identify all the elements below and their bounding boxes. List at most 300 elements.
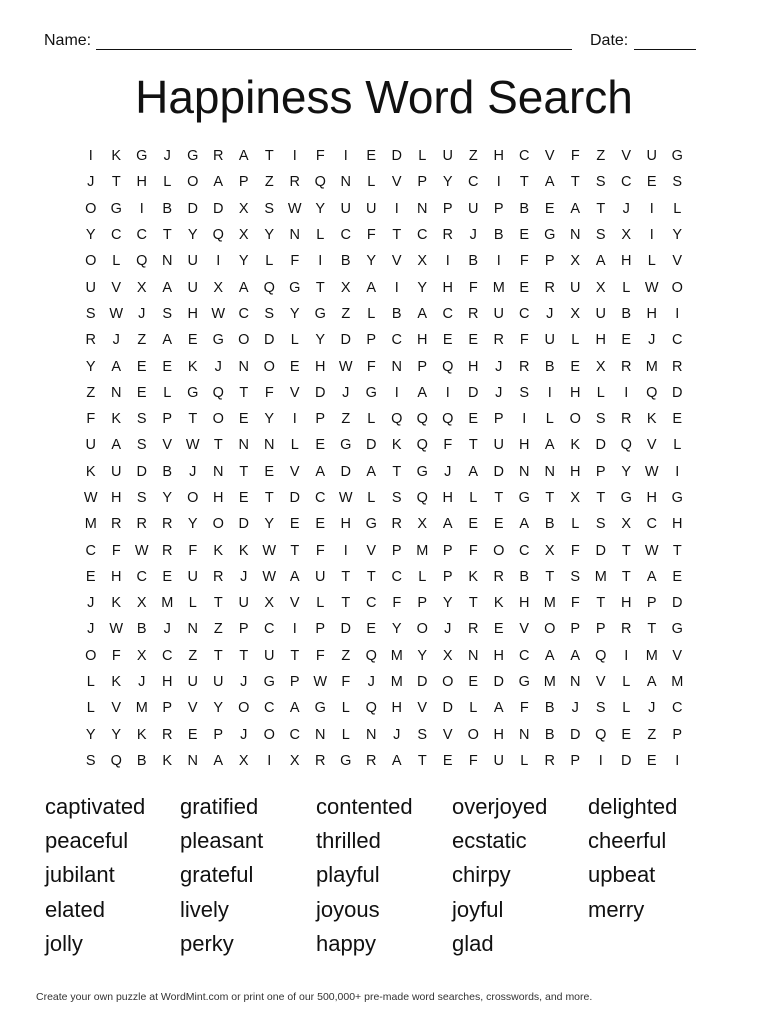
grid-letter: F [290,253,300,270]
grid-letter: T [188,411,198,428]
grid-letter: U [493,752,504,769]
grid-letter: I [496,174,501,191]
grid-letter: H [646,490,657,506]
grid-letter: N [417,200,428,217]
grid-letter: Q [595,647,607,664]
grid-letter: A [595,253,606,270]
grid-letter: D [264,332,275,349]
grid-letter: I [675,752,680,769]
grid-letter: L [316,227,325,244]
grid-letter: D [289,490,300,506]
grid-letter: N [238,437,249,454]
grid-letter: U [340,200,351,217]
grid-letter: Y [85,227,96,244]
grid-letter: K [238,542,249,559]
grid-letter: K [111,674,122,691]
grid-letter: P [162,700,173,717]
grid-letter: C [111,227,122,244]
word-bank-item: lively [180,896,229,922]
grid-letter: P [391,542,402,559]
grid-letter: R [468,621,479,638]
grid-letter: L [418,148,427,165]
grid-letter: G [110,200,122,217]
grid-letter: R [493,332,504,349]
grid-letter: P [672,726,683,743]
grid-letter: T [341,568,351,585]
grid-row [78,695,690,721]
grid-letter: O [416,621,428,638]
grid-letter: A [238,148,249,165]
grid-letter: O [569,411,581,428]
grid-letter: N [366,726,377,743]
grid-letter: X [442,647,453,664]
grid-letter: W [185,437,200,454]
grid-letter: V [162,437,173,454]
grid-letter: H [493,726,504,743]
grid-letter: D [672,384,683,401]
grid-letter: G [671,490,683,506]
grid-letter: Q [212,384,224,401]
grid-letter: U [493,437,504,454]
grid-letter: Y [264,516,275,533]
grid-letter: C [391,332,402,349]
grid-row [78,169,690,195]
grid-letter: L [520,752,529,769]
grid-letter: E [162,358,173,375]
grid-letter: F [86,411,96,428]
grid-letter: J [240,674,248,691]
grid-letter: L [622,279,631,296]
grid-letter: P [493,411,504,428]
grid-letter: E [264,463,275,480]
grid-letter: O [544,621,556,638]
grid-letter: R [672,358,683,375]
grid-letter: R [493,568,504,585]
grid-letter: F [111,647,121,664]
grid-letter: J [469,227,477,244]
grid-letter: K [468,568,479,585]
grid-letter: V [417,700,428,717]
grid-letter: T [239,463,249,480]
grid-letter: E [672,568,683,585]
grid-letter: D [340,621,351,638]
grid-row [78,537,690,563]
word-bank-item: captivated [45,794,146,819]
grid-letter: W [211,305,226,322]
grid-letter: R [213,148,224,165]
grid-letter: U [544,332,555,349]
grid-letter: R [85,332,96,349]
grid-letter: F [315,542,325,559]
grid-letter: S [162,305,173,322]
grid-letter: T [621,542,631,559]
grid-letter: X [570,253,581,270]
grid-letter: G [212,332,224,349]
grid-letter: Y [621,463,632,480]
grid-letter: O [263,358,275,375]
grid-letter: L [163,174,172,191]
grid-letter: I [88,148,93,165]
grid-letter: J [189,463,197,480]
grid-letter: B [621,305,632,322]
grid-letter: O [238,700,250,717]
grid-letter: X [417,253,428,270]
grid-letter: F [443,437,453,454]
grid-letter: J [87,174,95,191]
grid-letter: H [519,595,530,612]
grid-letter: B [519,200,530,217]
grid-letter: J [138,674,146,691]
grid-letter: D [442,700,453,717]
grid-letter: W [109,621,124,638]
grid-letter: T [596,200,606,217]
word-bank-item: gratified [180,794,259,819]
word-bank-item: playful [316,862,380,888]
grid-letter: G [187,148,199,165]
grid-letter: X [595,358,606,375]
grid-letter: N [238,358,249,375]
grid-letter: N [544,463,555,480]
grid-letter: P [366,332,377,349]
grid-letter: O [263,726,275,743]
grid-letter: F [264,384,274,401]
grid-letter: I [675,463,680,480]
grid-letter: P [570,752,581,769]
grid-letter: D [187,200,198,217]
grid-letter: V [289,384,300,401]
grid-letter: A [213,752,224,769]
grid-row [78,590,690,616]
grid-letter: S [85,752,96,769]
grid-letter: L [367,174,376,191]
grid-letter: V [366,542,377,559]
grid-letter: T [596,595,606,612]
grid-letter: U [85,437,96,454]
grid-letter: O [187,490,199,506]
grid-letter: T [111,174,121,191]
grid-row [78,722,690,748]
grid-letter: T [545,568,555,585]
grid-letter: L [571,332,580,349]
grid-letter: B [544,516,555,533]
grid-letter: W [109,305,124,322]
grid-letter: B [544,726,555,743]
grid-letter: F [366,227,376,244]
grid-letter: U [187,674,198,691]
grid-letter: A [519,516,530,533]
grid-letter: L [596,384,605,401]
grid-letter: P [289,674,300,691]
grid-letter: F [392,595,402,612]
grid-letter: X [570,490,581,506]
grid-letter: T [239,647,249,664]
grid-letter: Y [289,305,300,322]
grid-letter: J [648,700,656,717]
grid-letter: G [671,621,683,638]
grid-letter: Q [314,174,326,191]
grid-letter: X [238,227,249,244]
grid-letter: P [493,200,504,217]
grid-letter: I [394,279,399,296]
grid-letter: E [136,358,147,375]
grid-letter: M [594,568,607,585]
grid-row [78,380,690,406]
grid-letter: G [314,305,326,322]
word-bank-item: jubilant [45,862,115,888]
grid-letter: D [340,463,351,480]
grid-letter: R [136,516,147,533]
grid-letter: F [468,752,478,769]
grid-letter: F [570,595,580,612]
grid-letter: E [519,279,530,296]
grid-letter: L [622,700,631,717]
grid-letter: A [646,674,657,691]
grid-letter: W [338,358,353,375]
grid-letter: N [519,726,530,743]
grid-letter: A [417,384,428,401]
grid-letter: H [340,516,351,533]
grid-letter: I [292,411,297,428]
grid-letter: V [519,621,530,638]
grid-letter: S [595,411,606,428]
grid-letter: E [493,621,504,638]
grid-letter: J [444,463,452,480]
grid-letter: M [492,279,505,296]
grid-letter: F [519,700,529,717]
grid-letter: I [624,384,629,401]
grid-letter: I [445,253,450,270]
grid-letter: J [240,568,248,585]
grid-letter: Q [646,384,658,401]
grid-letter: N [570,674,581,691]
grid-letter: R [213,568,224,585]
grid-letter: X [136,595,147,612]
grid-letter: D [315,384,326,401]
grid-letter: G [518,490,530,506]
grid-letter: U [595,305,606,322]
grid-letter: X [340,279,351,296]
word-bank [45,790,725,961]
grid-letter: F [570,542,580,559]
word-bank-item: contented [316,794,413,819]
grid-letter: B [340,253,351,270]
grid-letter: R [544,279,555,296]
grid-letter: Y [417,279,428,296]
grid-letter: E [493,516,504,533]
grid-letter: U [213,674,224,691]
grid-letter: I [139,200,144,217]
grid-letter: V [621,148,632,165]
grid-letter: L [341,700,350,717]
grid-letter: Y [366,253,377,270]
grid-letter: S [136,437,147,454]
grid-letter: B [468,253,479,270]
grid-letter: F [519,332,529,349]
grid-letter: M [645,647,658,664]
grid-letter: G [671,148,683,165]
grid-letter: J [622,200,630,217]
grid-letter: J [393,726,401,743]
grid-letter: H [570,463,581,480]
grid-letter: D [238,516,249,533]
grid-letter: G [365,384,377,401]
word-bank-item: pleasant [180,828,264,854]
grid-letter: W [644,463,659,480]
grid-letter: R [468,305,479,322]
grid-letter: Q [416,437,428,454]
grid-letter: Q [442,358,454,375]
grid-letter: J [163,148,171,165]
grid-letter: Z [86,384,96,401]
word-bank-item: happy [316,930,376,956]
grid-letter: V [289,463,300,480]
grid-letter: U [85,279,96,296]
grid-letter: K [391,437,402,454]
grid-letter: H [519,437,530,454]
name-blank-line [96,49,572,50]
grid-letter: S [391,490,402,506]
grid-letter: E [570,358,581,375]
grid-row [78,406,690,432]
grid-row [78,643,690,669]
grid-row [78,748,690,774]
grid-letter: R [162,516,173,533]
grid-letter: J [163,621,171,638]
grid-letter: G [544,227,556,244]
grid-letter: L [341,726,350,743]
grid-letter: Q [442,411,454,428]
grid-letter: H [391,700,402,717]
grid-letter: D [595,542,606,559]
grid-letter: L [469,700,478,717]
grid-letter: S [417,726,428,743]
word-bank-item: elated [45,896,105,922]
grid-letter: R [442,227,453,244]
grid-letter: I [675,305,680,322]
grid-letter: I [318,253,323,270]
grid-letter: H [162,674,173,691]
grid-letter: K [85,463,96,480]
word-bank-item: grateful [180,862,254,888]
grid-letter: A [366,279,377,296]
grid-letter: R [289,174,300,191]
grid-letter: I [394,384,399,401]
grid-letter: P [162,411,173,428]
grid-letter: T [213,595,223,612]
grid-letter: W [134,542,149,559]
grid-letter: W [262,542,277,559]
grid-letter: W [338,490,353,506]
grid-letter: S [264,200,275,217]
grid-letter: J [138,305,146,322]
grid-letter: C [468,174,479,191]
grid-letter: Q [365,647,377,664]
grid-letter: G [518,674,530,691]
grid-letter: F [468,279,478,296]
grid-letter: W [287,200,302,217]
grid-letter: T [264,490,274,506]
grid-row [78,222,690,248]
grid-letter: A [391,752,402,769]
grid-letter: C [238,305,249,322]
grid-letter: T [596,490,606,506]
grid-letter: J [495,358,503,375]
grid-letter: O [85,200,97,217]
grid-letter: Z [647,726,657,743]
grid-letter: B [162,463,173,480]
grid-letter: F [188,542,198,559]
grid-letter: T [570,174,580,191]
grid-letter: M [645,358,658,375]
grid-letter: O [85,647,97,664]
grid-letter: C [519,305,530,322]
grid-letter: I [649,227,654,244]
grid-letter: Z [213,621,223,638]
grid-letter: W [644,542,659,559]
grid-letter: H [672,516,683,533]
grid-letter: I [496,253,501,270]
grid-letter: D [672,595,683,612]
grid-letter: E [315,437,326,454]
grid-letter: T [366,568,376,585]
grid-letter: C [621,174,632,191]
word-bank-item: perky [180,930,234,956]
grid-letter: V [672,253,683,270]
grid-letter: T [672,542,682,559]
grid-letter: J [367,674,375,691]
grid-letter: M [671,674,684,691]
grid-letter: A [315,463,326,480]
grid-letter: U [570,279,581,296]
grid-letter: A [213,174,224,191]
grid-letter: J [342,384,350,401]
grid-letter: Q [416,490,428,506]
grid-letter: I [624,647,629,664]
grid-letter: E [468,674,479,691]
grid-letter: A [468,463,479,480]
grid-letter: V [442,726,453,743]
grid-letter: C [136,568,147,585]
grid-letter: T [545,490,555,506]
grid-letter: A [238,279,249,296]
grid-letter: O [493,542,505,559]
grid-letter: A [289,568,300,585]
grid-letter: C [366,595,377,612]
grid-letter: F [570,148,580,165]
grid-letter: Z [596,148,606,165]
grid-letter: E [366,621,377,638]
grid-letter: W [644,279,659,296]
grid-letter: L [571,516,580,533]
grid-letter: R [544,752,555,769]
grid-letter: D [570,726,581,743]
grid-letter: Y [442,174,453,191]
grid-letter: N [187,621,198,638]
grid-letter: S [595,227,606,244]
grid-letter: A [111,358,122,375]
grid-letter: D [417,674,428,691]
grid-letter: T [213,647,223,664]
grid-letter: Y [417,647,428,664]
grid-letter: Y [264,227,275,244]
word-bank-item: merry [588,896,645,922]
grid-letter: T [494,490,504,506]
grid-letter: Y [238,253,249,270]
grid-letter: Y [85,726,96,743]
grid-letter: J [648,332,656,349]
grid-letter: N [315,726,326,743]
grid-row [78,432,690,458]
